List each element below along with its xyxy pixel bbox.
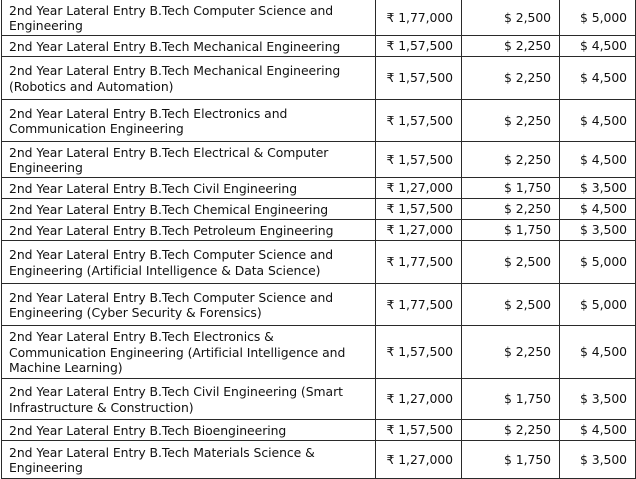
course-name: 2nd Year Lateral Entry B.Tech Bioengineering: [2, 420, 376, 441]
course-name: 2nd Year Lateral Entry B.Tech Petroleum Engineering: [2, 220, 376, 241]
fee-inr: ₹ 1,57,500: [376, 420, 462, 441]
fee-usd-second: $ 5,000: [560, 241, 636, 284]
fee-inr: ₹ 1,77,500: [376, 284, 462, 326]
fee-usd-first: $ 1,750: [462, 379, 560, 420]
fee-usd-second: $ 3,500: [560, 220, 636, 241]
fee-usd-first: $ 2,500: [462, 284, 560, 326]
fee-usd-second: $ 5,000: [560, 0, 636, 36]
fee-inr: ₹ 1,57,500: [376, 326, 462, 379]
fee-inr: ₹ 1,57,500: [376, 142, 462, 178]
fee-inr: ₹ 1,27,000: [376, 178, 462, 199]
fee-usd-second: $ 4,500: [560, 36, 636, 57]
fee-usd-first: $ 1,750: [462, 178, 560, 199]
course-name: 2nd Year Lateral Entry B.Tech Civil Engineering (Smart Infrastructure & Construction): [2, 379, 376, 420]
fee-usd-first: $ 2,500: [462, 241, 560, 284]
fee-inr: ₹ 1,57,500: [376, 36, 462, 57]
fee-usd-first: $ 2,250: [462, 142, 560, 178]
course-name: 2nd Year Lateral Entry B.Tech Computer Science and Engineering (Cyber Security & Forensics): [2, 284, 376, 326]
course-name: 2nd Year Lateral Entry B.Tech Electrical & Computer Engineering: [2, 142, 376, 178]
fee-inr: ₹ 1,57,500: [376, 100, 462, 142]
fee-inr: ₹ 1,77,500: [376, 241, 462, 284]
fee-usd-first: $ 2,250: [462, 420, 560, 441]
table-row: [2, 100, 636, 142]
fee-usd-first: $ 1,750: [462, 441, 560, 479]
fee-inr: ₹ 1,27,000: [376, 379, 462, 420]
fee-usd-first: $ 2,250: [462, 100, 560, 142]
table-row: [2, 142, 636, 178]
course-name: 2nd Year Lateral Entry B.Tech Chemical Engineering: [2, 199, 376, 220]
fee-usd-second: $ 4,500: [560, 100, 636, 142]
fee-usd-first: $ 1,750: [462, 220, 560, 241]
fee-usd-first: $ 2,250: [462, 36, 560, 57]
course-name: 2nd Year Lateral Entry B.Tech Mechanical Engineering: [2, 36, 376, 57]
fee-usd-second: $ 3,500: [560, 441, 636, 479]
fee-inr: ₹ 1,27,000: [376, 441, 462, 479]
table-row: [2, 284, 636, 326]
course-name: 2nd Year Lateral Entry B.Tech Electronics & Communication Engineering (Artificial Intelligence and Machine Learning): [2, 326, 376, 379]
course-name: 2nd Year Lateral Entry B.Tech Electronics and Communication Engineering: [2, 100, 376, 142]
fee-usd-first: $ 2,500: [462, 0, 560, 36]
fee-inr: ₹ 1,57,500: [376, 57, 462, 100]
fee-inr: ₹ 1,27,000: [376, 220, 462, 241]
table-row: [2, 199, 636, 220]
course-name: 2nd Year Lateral Entry B.Tech Computer Science and Engineering (Artificial Intelligence & Data Science): [2, 241, 376, 284]
fee-usd-second: $ 4,500: [560, 142, 636, 178]
table-row: [2, 0, 636, 36]
fee-usd-first: $ 2,250: [462, 326, 560, 379]
table-row: [2, 326, 636, 379]
fee-usd-second: $ 4,500: [560, 57, 636, 100]
course-name: 2nd Year Lateral Entry B.Tech Mechanical Engineering (Robotics and Automation): [2, 57, 376, 100]
fee-usd-second: $ 5,000: [560, 284, 636, 326]
table-row: [2, 220, 636, 241]
table-row: [2, 420, 636, 441]
table-row: [2, 57, 636, 100]
course-name: 2nd Year Lateral Entry B.Tech Civil Engineering: [2, 178, 376, 199]
fee-usd-second: $ 4,500: [560, 199, 636, 220]
table-row: [2, 36, 636, 57]
table-row: [2, 178, 636, 199]
fee-usd-second: $ 3,500: [560, 178, 636, 199]
fee-inr: ₹ 1,77,000: [376, 0, 462, 36]
course-name: 2nd Year Lateral Entry B.Tech Computer Science and Engineering: [2, 0, 376, 36]
fee-usd-second: $ 4,500: [560, 326, 636, 379]
table-row: [2, 441, 636, 479]
fee-usd-second: $ 4,500: [560, 420, 636, 441]
table-row: [2, 379, 636, 420]
course-name: 2nd Year Lateral Entry B.Tech Materials Science & Engineering: [2, 441, 376, 479]
fee-usd-first: $ 2,250: [462, 199, 560, 220]
fee-table: [1, 0, 636, 479]
table-row: [2, 241, 636, 284]
fee-inr: ₹ 1,57,500: [376, 199, 462, 220]
fee-usd-first: $ 2,250: [462, 57, 560, 100]
fee-usd-second: $ 3,500: [560, 379, 636, 420]
